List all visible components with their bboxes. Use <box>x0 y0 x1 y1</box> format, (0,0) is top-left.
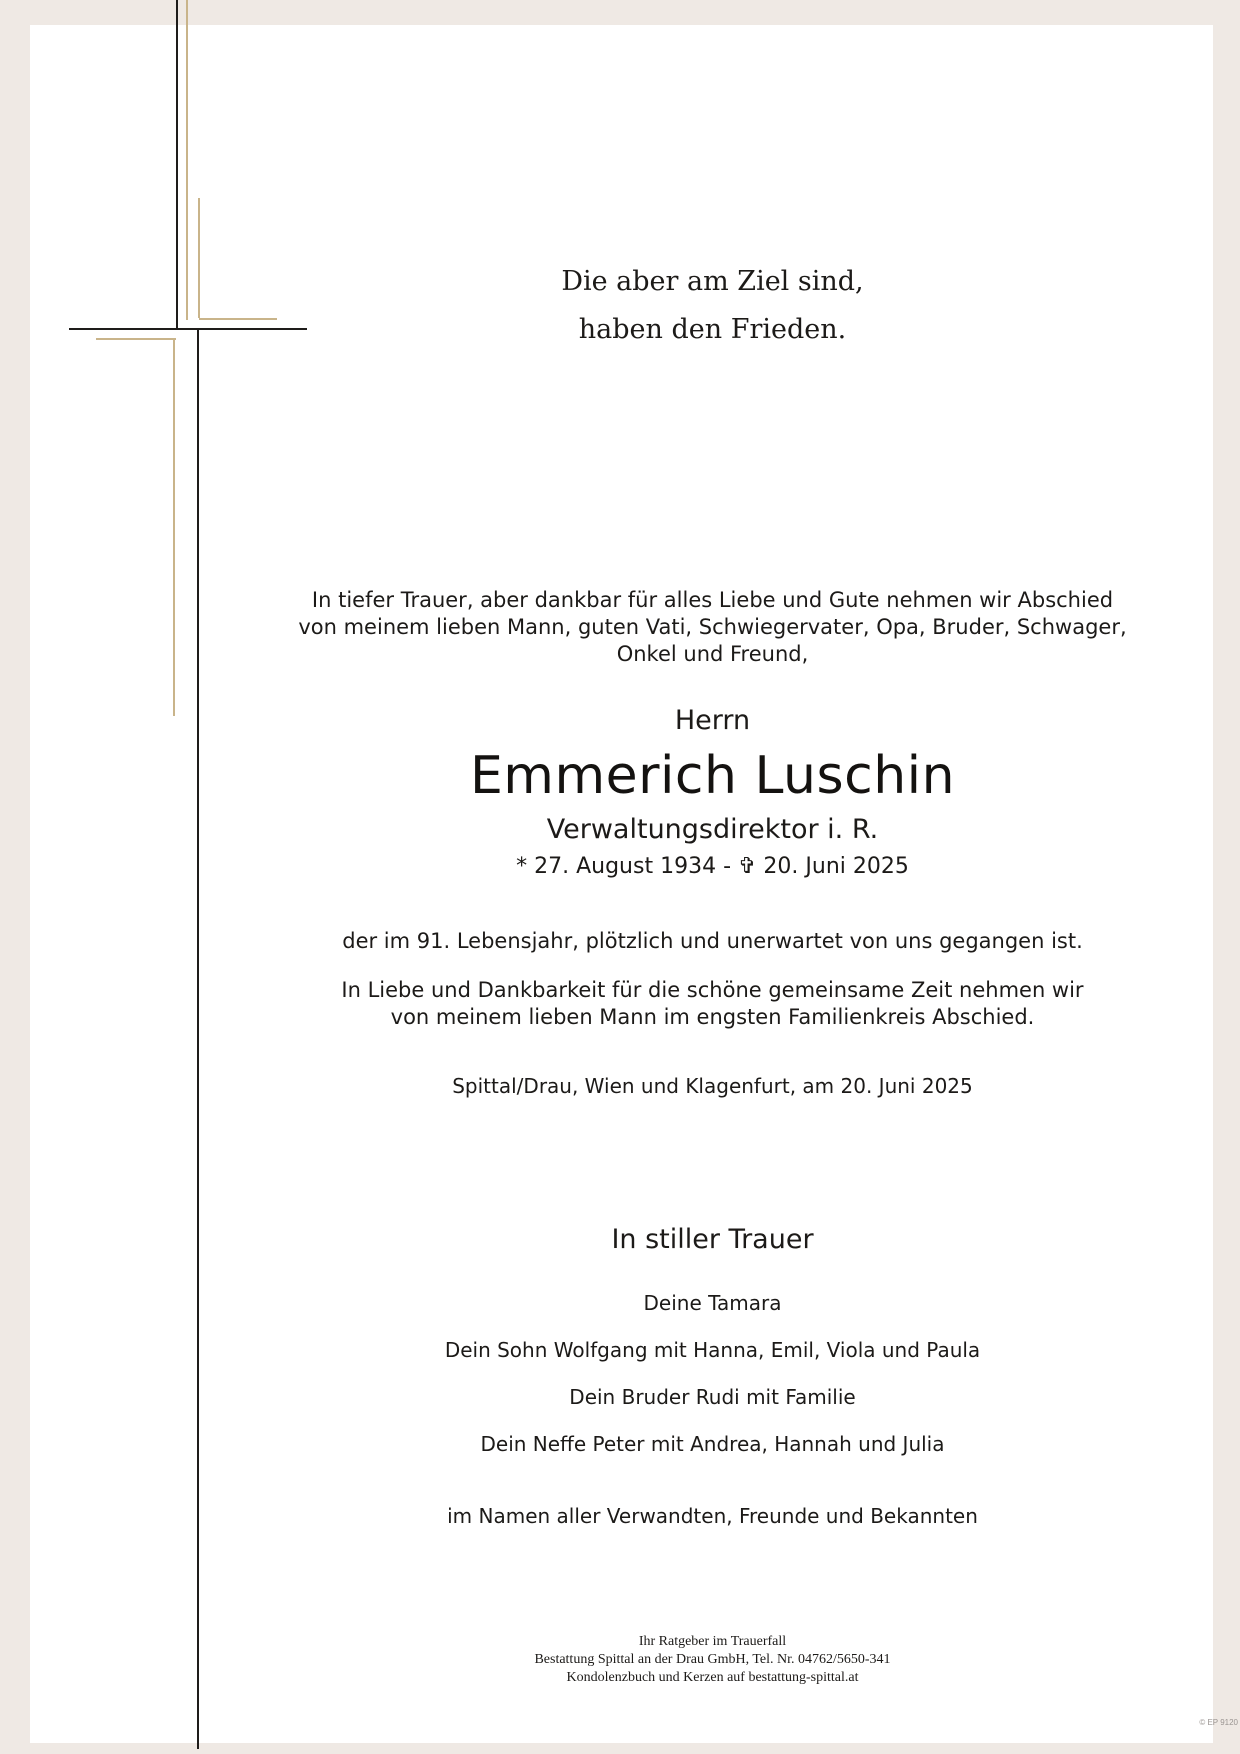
cross-vertical-gold-upper <box>186 0 188 320</box>
intro-line: In tiefer Trauer, aber dankbar für alles Liebe und Gute nehmen wir Abschied <box>311 588 1114 612</box>
farewell-line: In Liebe und Dankbarkeit für die schöne gemeinsame Zeit nehmen wir <box>341 978 1084 1002</box>
intro-text <box>200 587 1225 668</box>
mourner-entry: Dein Neffe Peter mit Andrea, Hannah und Julia <box>480 1432 945 1456</box>
footer-line: Bestattung Spittal an der Drau GmbH, Tel. Nr. 04762/5650-341 <box>534 1652 891 1667</box>
mourner-entry: Dein Bruder Rudi mit Familie <box>569 1385 856 1409</box>
deceased-name: Emmerich Luschin <box>469 746 956 806</box>
quote-line: haben den Frieden. <box>578 314 847 345</box>
cross-vertical-black-lower <box>197 329 199 1749</box>
mourning-heading: In stiller Trauer <box>611 1224 814 1255</box>
mourner-entry: Dein Sohn Wolfgang mit Hanna, Emil, Viola und Paula <box>444 1338 981 1362</box>
age-line: der im 91. Lebensjahr, plötzlich und unerwartet von uns gegangen ist. <box>342 929 1083 953</box>
cross-vertical-gold-lower <box>173 338 175 716</box>
bible-quote <box>200 258 1225 354</box>
quote-line: Die aber am Ziel sind, <box>561 266 864 297</box>
mourner-entry: Deine Tamara <box>643 1291 782 1315</box>
template-code: © EP 9120 <box>1199 1718 1238 1727</box>
closing-line: im Namen aller Verwandten, Freunde und Bekannten <box>447 1504 978 1528</box>
farewell-line: von meinem lieben Mann im engsten Familienkreis Abschied. <box>390 1005 1035 1029</box>
place-date: Spittal/Drau, Wien und Klagenfurt, am 20. Juni 2025 <box>452 1074 973 1098</box>
cross-horizontal-gold-lower <box>96 338 176 340</box>
deceased-title: Verwaltungsdirektor i. R. <box>546 814 879 845</box>
footer-line: Ihr Ratgeber im Trauerfall <box>638 1634 787 1649</box>
funeral-home-footer <box>200 1633 1225 1687</box>
cross-vertical-black-upper <box>176 0 178 330</box>
farewell-text <box>200 977 1225 1031</box>
footer-line: Kondolenzbuch und Kerzen auf bestattung-spittal.at <box>566 1670 859 1685</box>
salutation: Herrn <box>674 705 751 736</box>
life-dates: * 27. August 1934 - ✞ 20. Juni 2025 <box>516 854 909 879</box>
intro-line: Onkel und Freund, <box>616 642 809 666</box>
intro-line: von meinem lieben Mann, guten Vati, Schwiegervater, Opa, Bruder, Schwager, <box>298 615 1127 639</box>
